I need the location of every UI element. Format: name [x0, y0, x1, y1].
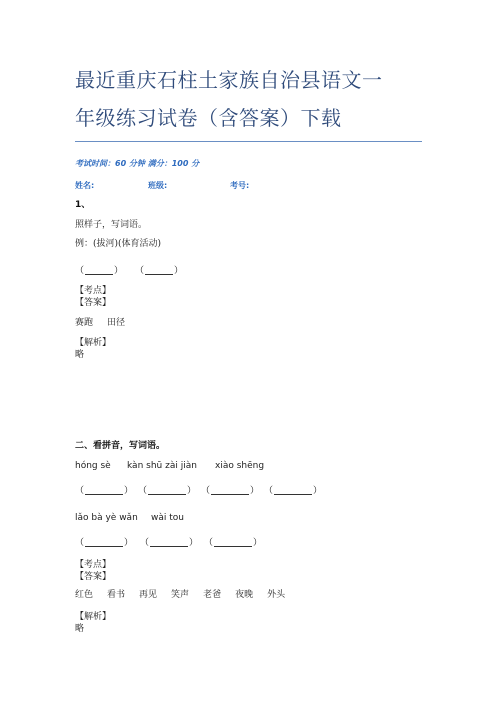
- title-divider: [75, 141, 422, 142]
- answer-word: 看书: [107, 590, 126, 600]
- q2-answer-label: 【答案】: [75, 572, 112, 582]
- q2-blank-4: （ ）: [264, 486, 323, 496]
- q2-blank-6: （ ）: [140, 538, 199, 548]
- q2-pinyin-5: wài tou: [151, 513, 184, 523]
- q2-kaodian-label: 【考点】: [75, 560, 112, 570]
- answer-word: 赛跑: [75, 318, 94, 328]
- q2-blank-2: （ ）: [138, 486, 197, 496]
- document-title-line2: 年级练习试卷（含答案）下载: [75, 106, 342, 130]
- q1-answer-label: 【答案】: [75, 298, 112, 308]
- q1-blank-1: （ ）: [75, 266, 124, 276]
- answer-word: 红色: [75, 590, 94, 600]
- answer-word: 田径: [107, 318, 126, 328]
- q2-blank-1: （ ）: [75, 486, 134, 496]
- q2-pinyin-1: hóng sè: [75, 461, 111, 471]
- q1-number: 1、: [75, 200, 91, 210]
- q2-answers: [75, 589, 299, 601]
- q1-blank-2: （ ）: [135, 266, 184, 276]
- document-title-line1: 最近重庆石柱土家族自治县语文一: [75, 68, 383, 92]
- q2-blank-5: （ ）: [75, 538, 134, 548]
- q2-pinyin-4: lǎo bà yè wǎn: [75, 513, 138, 523]
- answer-word: 夜晚: [235, 590, 254, 600]
- q1-jiexi-label: 【解析】: [75, 338, 112, 348]
- exam-meta: 考试时间：60 分钟 满分：100 分: [75, 159, 200, 168]
- q2-blank-3: （ ）: [201, 486, 260, 496]
- answer-word: 笑声: [171, 590, 190, 600]
- q1-instruction: 照样子，写词语。: [75, 220, 148, 230]
- class-label: 班级:: [148, 181, 168, 190]
- q2-pinyin-3: xiào shēng: [215, 461, 265, 471]
- name-label: 姓名:: [75, 181, 95, 190]
- q2-heading: 二、看拼音，写词语。: [75, 441, 166, 451]
- answer-word: 再见: [139, 590, 158, 600]
- answer-word: 老爸: [203, 590, 222, 600]
- q2-jiexi-text: 略: [75, 624, 85, 634]
- q2-pinyin-2: kàn shū zài jiàn: [127, 461, 197, 471]
- q1-answers: [75, 317, 139, 329]
- q1-jiexi-text: 略: [75, 350, 85, 360]
- answer-word: 外头: [267, 590, 286, 600]
- q2-blank-7: （ ）: [204, 538, 263, 548]
- q1-kaodian-label: 【考点】: [75, 286, 112, 296]
- number-label: 考号:: [230, 181, 250, 190]
- q2-jiexi-label: 【解析】: [75, 612, 112, 622]
- q1-example: 例：(拔河)(体育活动): [75, 239, 162, 249]
